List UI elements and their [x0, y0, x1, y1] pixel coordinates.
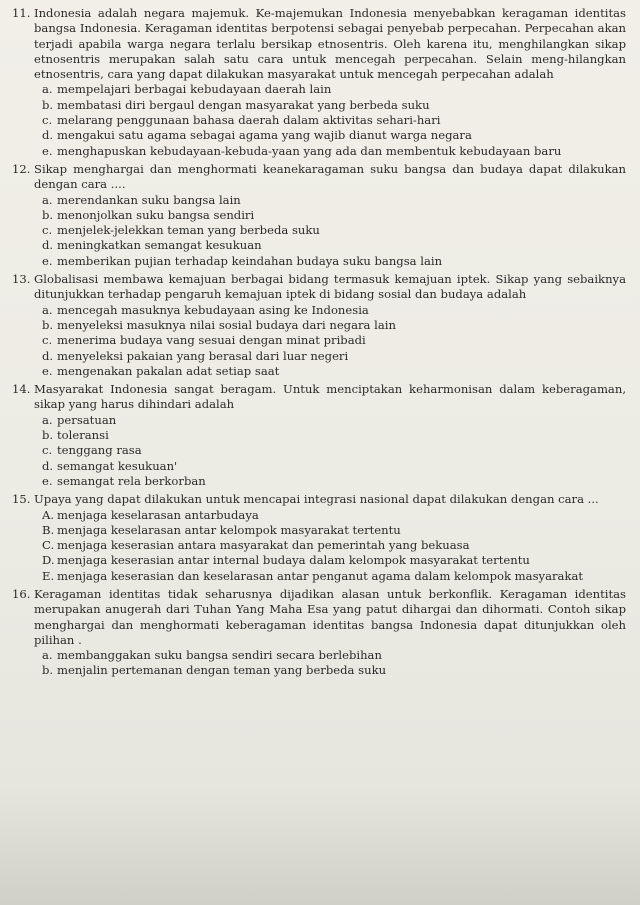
option-text: tenggang rasa	[57, 443, 142, 458]
option-letter: a.	[42, 192, 53, 207]
answer-option	[42, 459, 626, 474]
option-letter: a.	[42, 302, 53, 317]
option-letter: c.	[42, 443, 53, 458]
answer-option	[42, 663, 626, 678]
option-letter: d.	[42, 238, 54, 253]
option-letter: C.	[42, 538, 55, 553]
option-text: merendankan suku bangsa lain	[57, 192, 241, 207]
option-letter: e.	[42, 363, 53, 378]
option-letter: e.	[42, 253, 53, 268]
question-number: 15.	[12, 492, 31, 507]
question-stem	[12, 382, 626, 413]
question-number: 14.	[12, 382, 31, 397]
question-stem	[12, 272, 626, 303]
option-letter: b.	[42, 317, 54, 332]
option-letter: b.	[42, 663, 54, 678]
question-2	[12, 162, 626, 269]
answer-option	[42, 98, 626, 113]
question-stem	[12, 6, 626, 82]
answer-option	[42, 443, 626, 458]
option-text: menonjolkan suku bangsa sendiri	[57, 207, 255, 222]
question-stem	[12, 587, 626, 648]
answer-option	[42, 318, 626, 333]
option-letter: d.	[42, 458, 54, 473]
option-text: menjaga keselarasan antar kelompok masyarakat tertentu	[57, 522, 401, 537]
option-list	[12, 648, 626, 679]
question-text: Globalisasi membawa kemajuan berbagai bidang termasuk kemajuan iptek. Sikap yang sebaiknya ditunjukkan terhadap pengaruh kemajuan iptek di bidang sosial dan budaya adalah	[34, 272, 626, 302]
option-text: semangat rela berkorban	[57, 473, 206, 488]
option-letter: E.	[42, 568, 55, 583]
option-text: menjaga keselarasan antarbudaya	[57, 507, 259, 522]
option-letter: D.	[42, 553, 55, 568]
question-number: 16.	[12, 586, 31, 601]
answer-option	[42, 254, 626, 269]
option-text: membanggakan suku bangsa sendiri secara berlebihan	[57, 648, 382, 663]
option-text: menyeleksi masuknya nilai sosial budaya dari negara lain	[57, 317, 396, 332]
question-text: Upaya yang dapat dilakukan untuk mencapai integrasi nasional dapat dilakukan dengan cara ...	[34, 492, 599, 507]
option-text: menjelek-jelekkan teman yang berbeda suku	[57, 223, 320, 238]
photo-shadow	[0, 785, 640, 905]
option-text: mempelajari berbagai kebudayaan daerah lain	[57, 82, 332, 97]
question-text: Masyarakat Indonesia sangat beragam. Untuk menciptakan keharmonisan dalam keberagaman, sikap yang harus dihindari adalah	[34, 382, 626, 412]
question-1	[12, 6, 626, 159]
option-letter: e.	[42, 473, 53, 488]
answer-option	[42, 523, 626, 538]
answer-option	[42, 569, 626, 584]
answer-option	[42, 508, 626, 523]
option-letter: d.	[42, 128, 54, 143]
question-stem	[12, 492, 626, 507]
option-text: menjaga keserasian antara masyarakat dan pemerintah yang bekuasa	[57, 538, 470, 553]
option-text: melarang penggunaan bahasa daerah dalam aktivitas sehari-hari	[57, 113, 441, 128]
answer-option	[42, 208, 626, 223]
option-list	[12, 82, 626, 158]
question-number: 11.	[12, 6, 31, 20]
question-4	[12, 382, 626, 489]
answer-option	[42, 553, 626, 568]
option-text: memberikan pujian terhadap keindahan budaya suku bangsa lain	[57, 253, 443, 268]
question-3	[12, 272, 626, 379]
option-text: menyeleksi pakaian yang berasal dari luar negeri	[57, 348, 349, 363]
option-letter: b.	[42, 207, 54, 222]
option-list	[12, 193, 626, 269]
option-text: menjalin pertemanan dengan teman yang berbeda suku	[57, 663, 387, 678]
question-number: 12.	[12, 161, 31, 176]
option-list	[12, 303, 626, 379]
question-list	[12, 6, 626, 679]
question-number: 13.	[12, 272, 31, 287]
option-letter: e.	[42, 143, 53, 158]
question-text: Sikap menghargai dan menghormati keanekaragaman suku bangsa dan budaya dapat dilakukan dengan cara ....	[34, 161, 626, 192]
answer-option	[42, 223, 626, 238]
answer-option	[42, 349, 626, 364]
option-text: meningkatkan semangat kesukuan	[57, 238, 262, 253]
answer-option	[42, 648, 626, 663]
option-text: membatasi diri bergaul dengan masyarakat yang berbeda suku	[57, 97, 430, 112]
option-text: mencegah masuknya kebudayaan asing ke Indonesia	[57, 302, 369, 317]
option-text: menerima budaya vang sesuai dengan minat pribadi	[57, 333, 366, 348]
answer-option	[42, 144, 626, 159]
option-letter: c.	[42, 333, 53, 348]
answer-option	[42, 303, 626, 318]
answer-option	[42, 413, 626, 428]
answer-option	[42, 113, 626, 128]
option-letter: B.	[42, 522, 55, 537]
option-letter: b.	[42, 97, 54, 112]
option-text: toleransi	[57, 428, 109, 443]
option-letter: a.	[42, 648, 53, 663]
answer-option	[42, 82, 626, 97]
option-letter: c.	[42, 113, 53, 128]
question-6	[12, 587, 626, 679]
answer-option	[42, 128, 626, 143]
answer-option	[42, 474, 626, 489]
option-letter: d.	[42, 348, 54, 363]
option-text: mengakui satu agama sebagai agama yang wajib dianut warga negara	[57, 128, 472, 143]
answer-option	[42, 238, 626, 253]
answer-option	[42, 538, 626, 553]
option-list	[12, 508, 626, 584]
question-text: Keragaman identitas tidak seharusnya dijadikan alasan untuk berkonflik. Keragaman identitas merupakan anugerah dari Tuhan Yang Maha Esa yang patut dihargai dan dihormati. Contoh sikap menghargai dan menghormati keberagaman identitas bangsa Indonesia dapat ditunjukkan oleh pilihan .	[34, 586, 626, 647]
option-text: menjaga keserasian antar internal budaya dalam kelompok masyarakat tertentu	[57, 553, 530, 568]
answer-option	[42, 364, 626, 379]
question-stem	[12, 162, 626, 193]
question-5	[12, 492, 626, 584]
option-letter: a.	[42, 412, 53, 427]
option-letter: b.	[42, 428, 54, 443]
option-letter: a.	[42, 82, 53, 97]
option-text: menghapuskan kebudayaan-kebuda-yaan yang ada dan membentuk kebudayaan baru	[57, 143, 562, 158]
option-text: mengenakan pakalan adat setiap saat	[57, 363, 280, 378]
option-list	[12, 413, 626, 489]
answer-option	[42, 193, 626, 208]
option-text: semangat kesukuan'	[57, 458, 178, 473]
answer-option	[42, 333, 626, 348]
answer-option	[42, 428, 626, 443]
option-letter: c.	[42, 223, 53, 238]
option-text: menjaga keserasian dan keselarasan antar penganut agama dalam kelompok masyarakat	[57, 568, 584, 583]
option-text: persatuan	[57, 412, 117, 427]
option-letter: A.	[42, 507, 55, 522]
question-text: Indonesia adalah negara majemuk. Ke-majemukan Indonesia menyebabkan keragaman identitas bangsa Indonesia. Keragaman identitas berpotensi sebagai penyebab perpecahan. Perpecahan akan terjadi apabila warga negara terlalu bersikap etnosentris. Oleh karena itu, menghilangkan sikap etnosentris merupakan salah satu cara untuk mencegah perpecahan. Selain meng-hilangkan etnosentris, cara yang dapat dilakukan masyarakat untuk mencegah perpecahan adalah	[34, 6, 626, 82]
